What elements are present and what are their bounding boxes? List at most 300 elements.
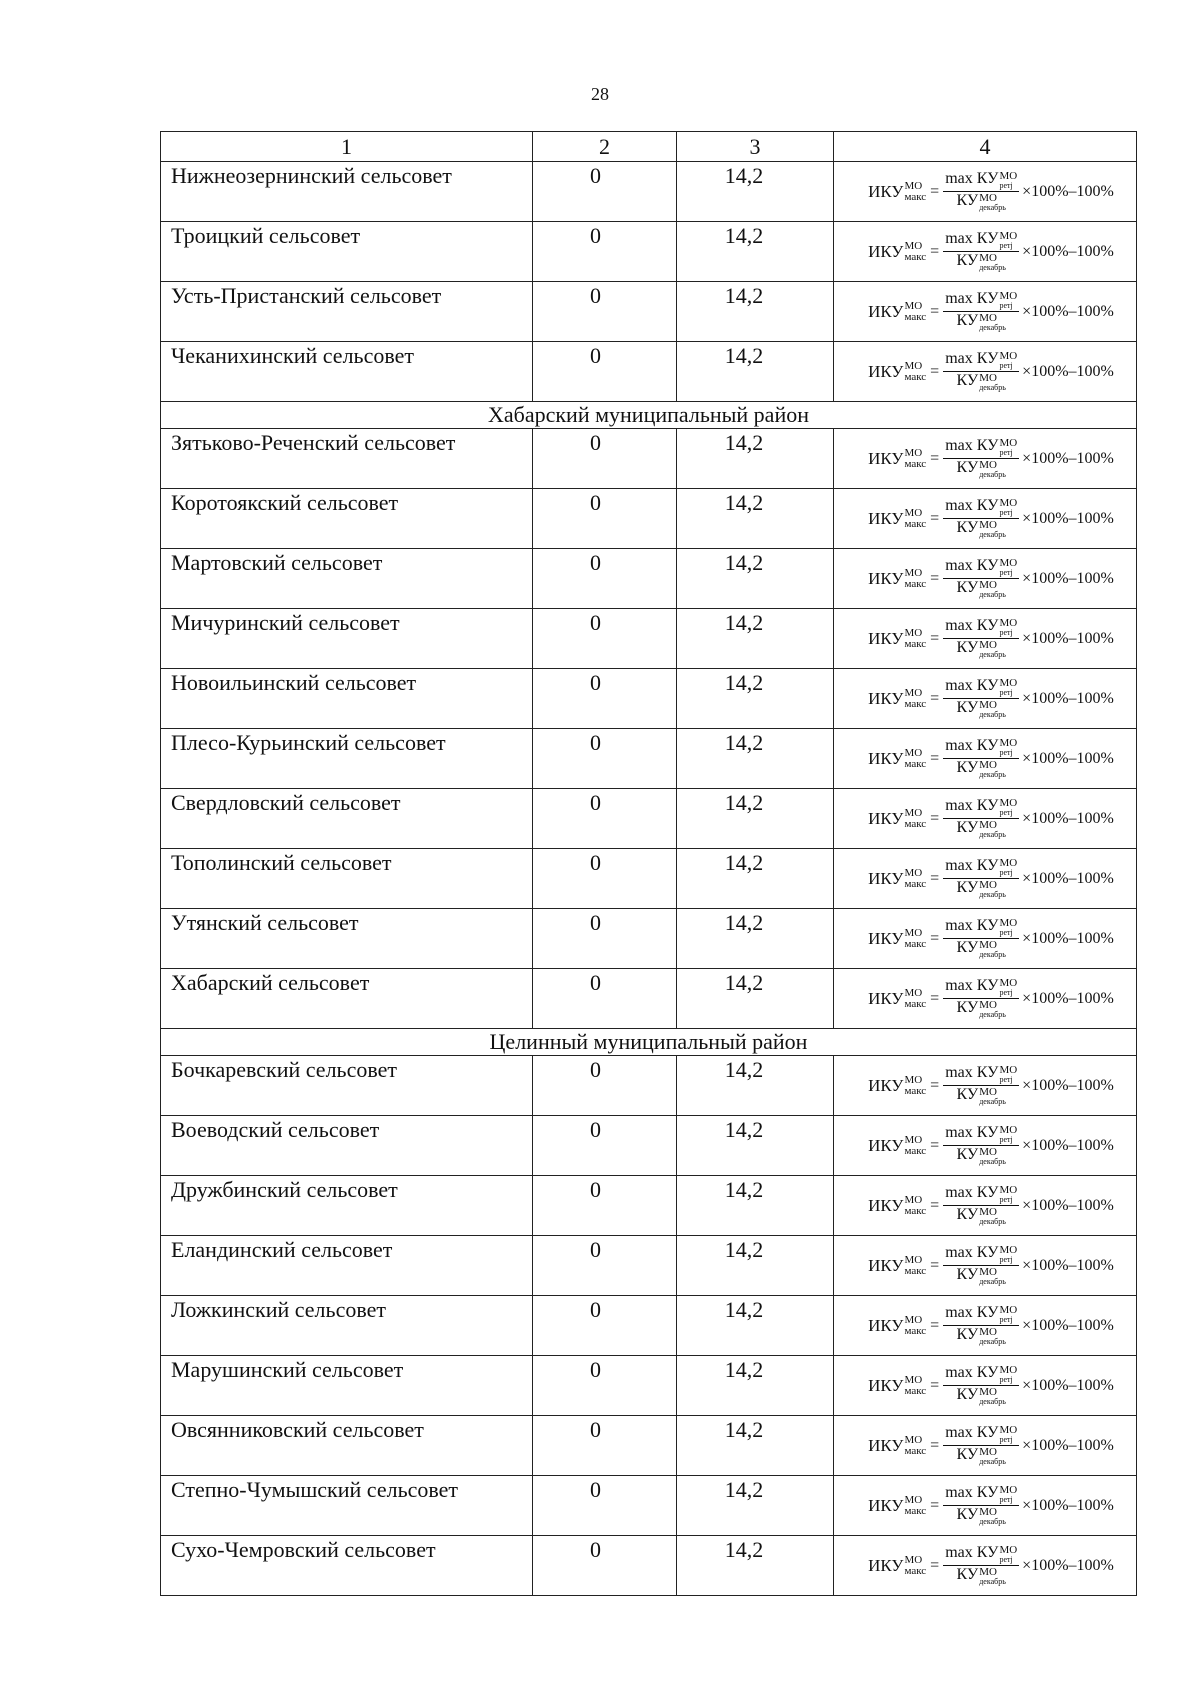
formula-lhs-sup: МО [904, 239, 923, 252]
row-name: Хабарский сельсовет [161, 969, 533, 1029]
formula-num-sup: МО [999, 977, 1018, 989]
formula-lhs-sub: макс [904, 997, 927, 1010]
formula-denominator [957, 252, 1006, 272]
formula-num-base: max КУ [945, 677, 999, 694]
formula-denominator [957, 192, 1006, 212]
formula-lhs-sub: макс [904, 1204, 927, 1217]
formula-num-sup: МО [999, 1544, 1018, 1556]
formula-lhs [868, 1135, 926, 1157]
formula [834, 558, 1136, 599]
row-name: Мартовский сельсовет [161, 549, 533, 609]
formula-numerator [943, 1125, 1019, 1146]
formula-lhs-sub: макс [904, 1084, 927, 1097]
row-col2-value: 0 [533, 729, 677, 789]
formula-tail: ×100%–100% [1022, 809, 1114, 827]
table-row [161, 222, 1137, 282]
formula-lhs [868, 868, 926, 890]
formula-num-base: max КУ [945, 1364, 999, 1381]
formula-lhs-sub: макс [904, 517, 927, 530]
row-formula-cell [834, 282, 1137, 342]
formula [834, 1545, 1136, 1586]
row-col3-value: 14,2 [677, 429, 834, 489]
formula-fraction [943, 291, 1019, 332]
formula-den-sub: декабрь [979, 530, 1006, 539]
formula-den-base: КУ [956, 1386, 979, 1403]
row-col2-value: 0 [533, 609, 677, 669]
formula-denominator [957, 999, 1006, 1019]
formula-lhs-sub: макс [904, 697, 927, 710]
header-cell-2: 2 [533, 132, 677, 162]
formula-num-sub: ретj [999, 1135, 1013, 1144]
formula-equals: = [930, 242, 940, 260]
formula-lhs-base: ИКУ [868, 1436, 904, 1455]
formula [834, 351, 1136, 392]
formula [834, 798, 1136, 839]
header-cell-4: 4 [834, 132, 1137, 162]
formula-numerator [943, 618, 1019, 639]
formula-den-sup: МО [979, 939, 997, 951]
row-col3-value: 14,2 [677, 222, 834, 282]
row-formula-cell [834, 549, 1137, 609]
formula-num-sub: ретj [999, 688, 1013, 697]
formula-equals: = [930, 869, 940, 887]
formula-den-sup: МО [979, 1326, 997, 1338]
formula [834, 1485, 1136, 1526]
formula-equals: = [930, 449, 940, 467]
table-row [161, 282, 1137, 342]
formula [834, 1365, 1136, 1406]
row-name: Овсянниковский сельсовет [161, 1416, 533, 1476]
formula-denominator [957, 1326, 1006, 1346]
formula-tail: ×100%–100% [1022, 1376, 1114, 1394]
formula-equals: = [930, 302, 940, 320]
formula-num-sub: ретj [999, 1255, 1013, 1264]
formula-num-sub: ретj [999, 1435, 1013, 1444]
formula-den-base: КУ [956, 1446, 979, 1463]
row-col3-value: 14,2 [677, 669, 834, 729]
formula-equals: = [930, 509, 940, 527]
formula-fraction [943, 438, 1019, 479]
formula-lhs-base: ИКУ [868, 1256, 904, 1275]
row-formula-cell [834, 1116, 1137, 1176]
formula-tail: ×100%–100% [1022, 1496, 1114, 1514]
row-col3-value: 14,2 [677, 849, 834, 909]
formula-num-sup: МО [999, 557, 1018, 569]
formula-den-base: КУ [956, 1326, 979, 1343]
formula-num-sup: МО [999, 1124, 1018, 1136]
table-row [161, 669, 1137, 729]
formula-den-sup: МО [979, 312, 997, 324]
formula-num-sub: ретj [999, 1495, 1013, 1504]
row-formula-cell [834, 489, 1137, 549]
formula-num-base: max КУ [945, 1484, 999, 1501]
formula-num-sub: ретj [999, 361, 1013, 370]
row-formula-cell [834, 909, 1137, 969]
formula-denominator [957, 1506, 1006, 1526]
formula-numerator [943, 438, 1019, 459]
row-col2-value: 0 [533, 1056, 677, 1116]
formula-tail: ×100%–100% [1022, 629, 1114, 647]
row-name: Зятьково-Реченский сельсовет [161, 429, 533, 489]
formula-fraction [943, 1305, 1019, 1346]
formula-equals: = [930, 809, 940, 827]
formula-equals: = [930, 689, 940, 707]
row-formula-cell [834, 729, 1137, 789]
row-name: Сухо-Чемровский сельсовет [161, 1536, 533, 1596]
formula [834, 1065, 1136, 1106]
formula-tail: ×100%–100% [1022, 509, 1114, 527]
row-formula-cell [834, 609, 1137, 669]
formula-num-sup: МО [999, 917, 1018, 929]
formula-den-base: КУ [956, 1266, 979, 1283]
formula-denominator [957, 312, 1006, 332]
table-row [161, 1356, 1137, 1416]
row-col2-value: 0 [533, 549, 677, 609]
formula-num-sup: МО [999, 1244, 1018, 1256]
formula-lhs-sub: макс [904, 310, 927, 323]
formula-den-base: КУ [956, 879, 979, 896]
formula-den-sub: декабрь [979, 950, 1006, 959]
row-name: Утянский сельсовет [161, 909, 533, 969]
formula-tail: ×100%–100% [1022, 1256, 1114, 1274]
row-formula-cell [834, 1236, 1137, 1296]
formula-den-sup: МО [979, 1086, 997, 1098]
formula-fraction [943, 1185, 1019, 1226]
formula-num-sub: ретj [999, 241, 1013, 250]
formula-num-sup: МО [999, 857, 1018, 869]
formula-den-base: КУ [956, 1146, 979, 1163]
formula-fraction [943, 498, 1019, 539]
formula-tail: ×100%–100% [1022, 1436, 1114, 1454]
formula-num-sub: ретj [999, 1195, 1013, 1204]
row-name: Степно-Чумышский сельсовет [161, 1476, 533, 1536]
row-col3-value: 14,2 [677, 342, 834, 402]
formula-lhs-sup: МО [904, 299, 923, 312]
formula-lhs-sup: МО [904, 986, 923, 999]
formula-tail: ×100%–100% [1022, 242, 1114, 260]
row-name: Троицкий сельсовет [161, 222, 533, 282]
formula-num-sup: МО [999, 1304, 1018, 1316]
formula-denominator [957, 1146, 1006, 1166]
formula-den-sup: МО [979, 1506, 997, 1518]
row-col2-value: 0 [533, 162, 677, 222]
formula-equals: = [930, 362, 940, 380]
formula-lhs-sup: МО [904, 626, 923, 639]
row-col2-value: 0 [533, 789, 677, 849]
formula-lhs-sub: макс [904, 190, 927, 203]
formula-den-base: КУ [956, 939, 979, 956]
formula-lhs-sub: макс [904, 577, 927, 590]
formula-lhs [868, 1375, 926, 1397]
row-name: Усть-Пристанский сельсовет [161, 282, 533, 342]
formula-equals: = [930, 1556, 940, 1574]
formula-numerator [943, 678, 1019, 699]
formula-num-base: max КУ [945, 497, 999, 514]
formula-lhs-base: ИКУ [868, 929, 904, 948]
row-col3-value: 14,2 [677, 1056, 834, 1116]
formula-den-sup: МО [979, 519, 997, 531]
table-row [161, 489, 1137, 549]
formula-num-sup: МО [999, 617, 1018, 629]
formula-lhs-base: ИКУ [868, 449, 904, 468]
formula-equals: = [930, 749, 940, 767]
formula-tail: ×100%–100% [1022, 1076, 1114, 1094]
formula-lhs [868, 808, 926, 830]
row-col2-value: 0 [533, 849, 677, 909]
formula-den-base: КУ [956, 1206, 979, 1223]
header-cell-1: 1 [161, 132, 533, 162]
table-row [161, 429, 1137, 489]
row-formula-cell [834, 1416, 1137, 1476]
formula-fraction [943, 1485, 1019, 1526]
formula-lhs-base: ИКУ [868, 689, 904, 708]
row-col2-value: 0 [533, 222, 677, 282]
formula-tail: ×100%–100% [1022, 929, 1114, 947]
formula-num-sub: ретj [999, 928, 1013, 937]
formula-num-base: max КУ [945, 437, 999, 454]
formula-den-base: КУ [956, 372, 979, 389]
formula-num-sub: ретj [999, 628, 1013, 637]
row-col2-value: 0 [533, 1356, 677, 1416]
formula-lhs-sub: макс [904, 1564, 927, 1577]
formula-equals: = [930, 182, 940, 200]
formula-lhs [868, 1195, 926, 1217]
formula-fraction [943, 738, 1019, 779]
formula-den-sup: МО [979, 1446, 997, 1458]
formula-den-base: КУ [956, 312, 979, 329]
formula-lhs-sub: макс [904, 250, 927, 263]
formula-num-base: max КУ [945, 1124, 999, 1141]
table-row [161, 1296, 1137, 1356]
formula-lhs-sup: МО [904, 1313, 923, 1326]
row-col2-value: 0 [533, 1236, 677, 1296]
formula-lhs [868, 1495, 926, 1517]
formula-num-sup: МО [999, 230, 1018, 242]
formula-lhs-sub: макс [904, 937, 927, 950]
formula-den-sup: МО [979, 1566, 997, 1578]
formula-num-sub: ретj [999, 1375, 1013, 1384]
formula-fraction [943, 1065, 1019, 1106]
row-col2-value: 0 [533, 909, 677, 969]
formula [834, 978, 1136, 1019]
formula-num-base: max КУ [945, 1184, 999, 1201]
formula-fraction [943, 678, 1019, 719]
table-row [161, 849, 1137, 909]
row-col2-value: 0 [533, 282, 677, 342]
formula-denominator [957, 939, 1006, 959]
row-col3-value: 14,2 [677, 789, 834, 849]
formula-den-sup: МО [979, 1386, 997, 1398]
formula-lhs-sup: МО [904, 1193, 923, 1206]
formula-lhs [868, 181, 926, 203]
formula-num-base: max КУ [945, 977, 999, 994]
table-row [161, 1536, 1137, 1596]
table-row [161, 609, 1137, 669]
formula-numerator [943, 978, 1019, 999]
formula-lhs [868, 301, 926, 323]
formula [834, 738, 1136, 779]
formula [834, 1305, 1136, 1346]
formula-numerator [943, 1245, 1019, 1266]
page-number: 28 [591, 84, 609, 104]
formula-equals: = [930, 1136, 940, 1154]
formula-lhs-sub: макс [904, 877, 927, 890]
formula-den-sub: декабрь [979, 590, 1006, 599]
formula-equals: = [930, 1196, 940, 1214]
header-cell-3: 3 [677, 132, 834, 162]
formula-den-sup: МО [979, 1206, 997, 1218]
formula-fraction [943, 978, 1019, 1019]
formula-lhs-base: ИКУ [868, 182, 904, 201]
formula-den-sub: декабрь [979, 1010, 1006, 1019]
formula-num-sub: ретj [999, 808, 1013, 817]
formula [834, 291, 1136, 332]
row-col2-value: 0 [533, 489, 677, 549]
formula-den-sub: декабрь [979, 263, 1006, 272]
formula-lhs-sup: МО [904, 506, 923, 519]
formula-fraction [943, 858, 1019, 899]
formula-lhs-sub: макс [904, 1384, 927, 1397]
formula [834, 1185, 1136, 1226]
formula-numerator [943, 1305, 1019, 1326]
formula-lhs-sub: макс [904, 817, 927, 830]
formula-lhs [868, 628, 926, 650]
formula-den-sup: МО [979, 459, 997, 471]
formula-den-sub: декабрь [979, 1457, 1006, 1466]
formula-lhs [868, 361, 926, 383]
formula-lhs-base: ИКУ [868, 749, 904, 768]
row-col3-value: 14,2 [677, 489, 834, 549]
section-row [161, 1029, 1137, 1056]
row-col2-value: 0 [533, 1116, 677, 1176]
formula-lhs [868, 928, 926, 950]
formula-denominator [957, 1206, 1006, 1226]
formula-den-base: КУ [956, 999, 979, 1016]
formula-denominator [957, 1086, 1006, 1106]
formula-denominator [957, 699, 1006, 719]
formula-equals: = [930, 1076, 940, 1094]
formula-fraction [943, 1545, 1019, 1586]
formula-num-sub: ретj [999, 568, 1013, 577]
formula-num-sup: МО [999, 677, 1018, 689]
formula-den-sub: декабрь [979, 470, 1006, 479]
formula-num-base: max КУ [945, 170, 999, 187]
formula [834, 498, 1136, 539]
formula-lhs-base: ИКУ [868, 509, 904, 528]
row-name: Дружбинский сельсовет [161, 1176, 533, 1236]
formula-lhs-base: ИКУ [868, 1196, 904, 1215]
formula-num-base: max КУ [945, 1064, 999, 1081]
formula-lhs-sup: МО [904, 1133, 923, 1146]
formula-num-sup: МО [999, 797, 1018, 809]
formula-num-base: max КУ [945, 617, 999, 634]
formula-num-base: max КУ [945, 737, 999, 754]
formula-tail: ×100%–100% [1022, 302, 1114, 320]
table-row [161, 162, 1137, 222]
formula [834, 858, 1136, 899]
row-name: Воеводский сельсовет [161, 1116, 533, 1176]
formula-fraction [943, 1425, 1019, 1466]
formula-denominator [957, 879, 1006, 899]
formula-den-sup: МО [979, 819, 997, 831]
formula-den-sup: МО [979, 639, 997, 651]
formula-den-sup: МО [979, 192, 997, 204]
section-row [161, 402, 1137, 429]
header-row [161, 132, 1137, 162]
formula-fraction [943, 1245, 1019, 1286]
formula-den-sub: декабрь [979, 770, 1006, 779]
formula-fraction [943, 1125, 1019, 1166]
formula-den-base: КУ [956, 1566, 979, 1583]
table-row [161, 1476, 1137, 1536]
table-row [161, 1056, 1137, 1116]
row-name: Свердловский сельсовет [161, 789, 533, 849]
formula-den-sup: МО [979, 999, 997, 1011]
table-row [161, 342, 1137, 402]
formula-denominator [957, 1266, 1006, 1286]
formula-lhs-sub: макс [904, 1324, 927, 1337]
formula-equals: = [930, 1376, 940, 1394]
formula-fraction [943, 918, 1019, 959]
row-col3-value: 14,2 [677, 1416, 834, 1476]
row-formula-cell [834, 1176, 1137, 1236]
table-row [161, 1236, 1137, 1296]
formula-lhs [868, 1315, 926, 1337]
formula-num-sub: ретj [999, 988, 1013, 997]
row-formula-cell [834, 1056, 1137, 1116]
formula-den-sup: МО [979, 879, 997, 891]
formula-lhs-sub: макс [904, 1444, 927, 1457]
formula-numerator [943, 558, 1019, 579]
formula-numerator [943, 498, 1019, 519]
row-col3-value: 14,2 [677, 609, 834, 669]
row-col3-value: 14,2 [677, 1176, 834, 1236]
formula-lhs-base: ИКУ [868, 1136, 904, 1155]
formula-fraction [943, 798, 1019, 839]
row-formula-cell [834, 1536, 1137, 1596]
formula-fraction [943, 558, 1019, 599]
formula-den-sub: декабрь [979, 710, 1006, 719]
formula-den-sub: декабрь [979, 1397, 1006, 1406]
formula-den-sub: декабрь [979, 203, 1006, 212]
formula-den-sub: декабрь [979, 890, 1006, 899]
formula-lhs [868, 1075, 926, 1097]
formula-den-sup: МО [979, 1266, 997, 1278]
row-col2-value: 0 [533, 1176, 677, 1236]
formula-den-base: КУ [956, 1506, 979, 1523]
table-row [161, 909, 1137, 969]
formula-equals: = [930, 989, 940, 1007]
formula-equals: = [930, 629, 940, 647]
formula-den-sub: декабрь [979, 650, 1006, 659]
formula-den-base: КУ [956, 579, 979, 596]
row-formula-cell [834, 969, 1137, 1029]
formula-den-sub: декабрь [979, 323, 1006, 332]
formula-num-sub: ретj [999, 508, 1013, 517]
formula-numerator [943, 738, 1019, 759]
formula-numerator [943, 231, 1019, 252]
formula-fraction [943, 1365, 1019, 1406]
formula-lhs-base: ИКУ [868, 989, 904, 1008]
formula-lhs [868, 988, 926, 1010]
formula [834, 438, 1136, 479]
formula-lhs-base: ИКУ [868, 1556, 904, 1575]
formula-numerator [943, 351, 1019, 372]
formula-equals: = [930, 1316, 940, 1334]
formula-lhs-sup: МО [904, 1373, 923, 1386]
row-col2-value: 0 [533, 429, 677, 489]
row-col3-value: 14,2 [677, 282, 834, 342]
